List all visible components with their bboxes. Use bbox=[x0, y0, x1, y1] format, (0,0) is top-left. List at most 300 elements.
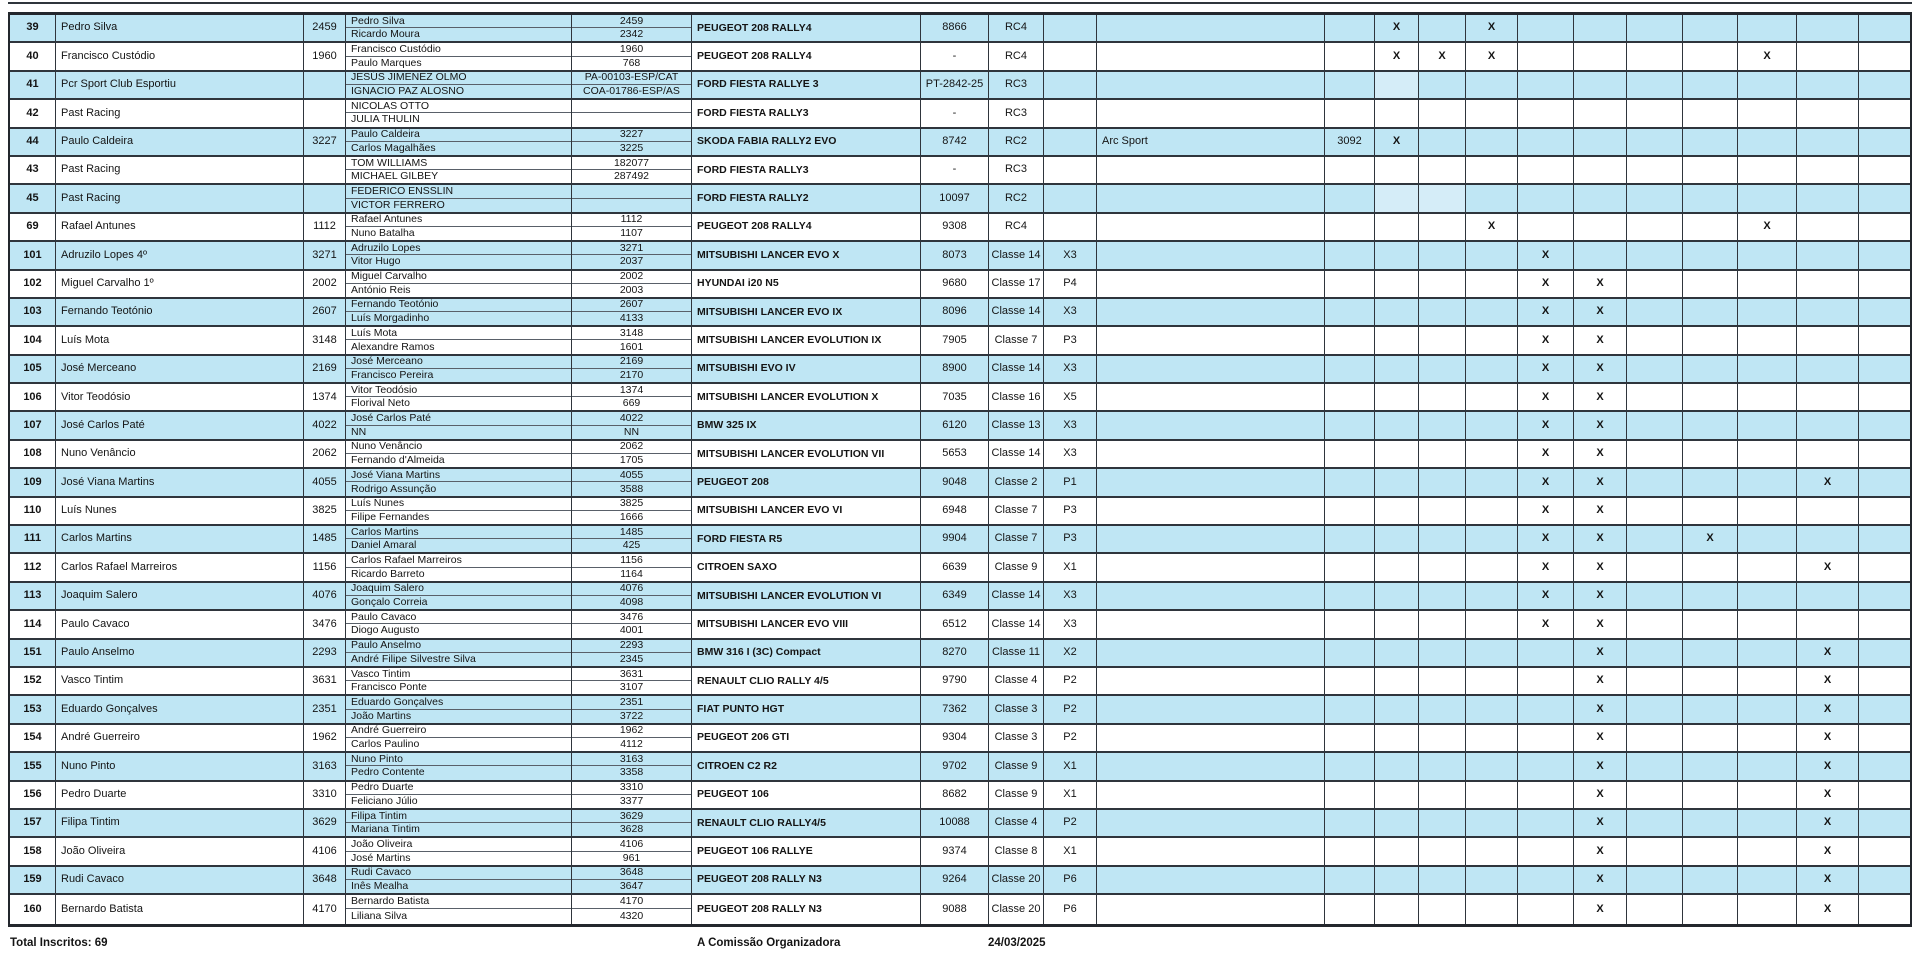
team-cell bbox=[1097, 412, 1325, 438]
x-mark-cell bbox=[1859, 867, 1914, 893]
x-mark-cell bbox=[1627, 583, 1683, 609]
x-mark-cell bbox=[1466, 356, 1518, 382]
entrant-license-cell: 3629 bbox=[304, 810, 346, 836]
entrant-cell: Rafael Antunes bbox=[56, 214, 304, 240]
x-mark-cell bbox=[1627, 895, 1683, 923]
driver-license: 3825 bbox=[572, 498, 691, 511]
driver-license: 3476 bbox=[572, 611, 691, 624]
class-cell: RC4 bbox=[989, 15, 1044, 41]
x-mark-cell bbox=[1466, 100, 1518, 126]
x-mark-cell: X bbox=[1738, 214, 1797, 240]
entry-number-cell: 109 bbox=[10, 469, 56, 495]
table-row bbox=[10, 185, 1910, 213]
x-mark-cell bbox=[1518, 838, 1574, 864]
x-mark-cell: X bbox=[1518, 554, 1574, 580]
codriver-name: Luís Morgadinho bbox=[351, 312, 430, 325]
entry-number-cell: 154 bbox=[10, 725, 56, 751]
x-mark-cell bbox=[1797, 299, 1859, 325]
crew-license-cell bbox=[572, 242, 692, 268]
team-license-cell bbox=[1325, 867, 1375, 893]
crew-license-cell bbox=[572, 583, 692, 609]
crew-license-cell bbox=[572, 469, 692, 495]
driver-name: Carlos Martins bbox=[346, 526, 571, 539]
group-cell: P3 bbox=[1044, 327, 1097, 353]
entrant-license-cell: 3825 bbox=[304, 498, 346, 524]
car-cell: FORD FIESTA RALLY2 bbox=[692, 185, 921, 211]
entrant-license-cell: 1112 bbox=[304, 214, 346, 240]
team-license-cell bbox=[1325, 810, 1375, 836]
x-mark-cell bbox=[1859, 43, 1914, 69]
x-mark-cell: X bbox=[1683, 526, 1738, 552]
group-cell: P6 bbox=[1044, 895, 1097, 923]
entrant-license-cell: 1374 bbox=[304, 384, 346, 410]
class-cell: Classe 14 bbox=[989, 299, 1044, 325]
driver-name: Luís Nunes bbox=[346, 498, 571, 511]
entry-number-cell: 104 bbox=[10, 327, 56, 353]
crew-license-cell bbox=[572, 157, 692, 183]
car-cell: MITSUBISHI LANCER EVOLUTION X bbox=[692, 384, 921, 410]
homologation-cell: 8866 bbox=[921, 15, 989, 41]
x-mark-cell bbox=[1574, 129, 1627, 155]
homologation-cell: 7362 bbox=[921, 696, 989, 722]
group-cell bbox=[1044, 15, 1097, 41]
entry-number-cell: 160 bbox=[10, 895, 56, 923]
codriver-name: Nuno Batalha bbox=[351, 227, 415, 239]
team-license-cell bbox=[1325, 185, 1375, 211]
entrant-cell: João Oliveira bbox=[56, 838, 304, 864]
x-mark-cell bbox=[1738, 838, 1797, 864]
driver-license: 3163 bbox=[572, 753, 691, 766]
x-mark-cell bbox=[1627, 640, 1683, 666]
codriver-name: Vitor Hugo bbox=[351, 255, 401, 268]
car-cell: SKODA FABIA RALLY2 EVO bbox=[692, 129, 921, 155]
crew-cell bbox=[346, 72, 572, 98]
x-mark-cell bbox=[1738, 15, 1797, 41]
driver-name: Rafael Antunes bbox=[346, 214, 571, 227]
entry-number-cell: 157 bbox=[10, 810, 56, 836]
team-cell bbox=[1097, 583, 1325, 609]
x-mark-cell bbox=[1627, 271, 1683, 297]
entry-number-cell: 43 bbox=[10, 157, 56, 183]
x-mark-cell bbox=[1738, 327, 1797, 353]
x-mark-cell bbox=[1859, 327, 1914, 353]
driver-name: Bernardo Batista bbox=[346, 895, 571, 909]
driver-license: 1960 bbox=[572, 43, 691, 56]
x-mark-cell bbox=[1859, 782, 1914, 808]
x-mark-cell: X bbox=[1797, 753, 1859, 779]
driver-license bbox=[572, 100, 691, 113]
x-mark-cell bbox=[1859, 299, 1914, 325]
team-cell bbox=[1097, 72, 1325, 98]
group-cell: P4 bbox=[1044, 271, 1097, 297]
driver-license: 4106 bbox=[572, 838, 691, 851]
crew-license-cell bbox=[572, 327, 692, 353]
crew-cell bbox=[346, 242, 572, 268]
x-mark-cell bbox=[1419, 100, 1466, 126]
crew-license-cell bbox=[572, 72, 692, 98]
x-mark-cell: X bbox=[1466, 15, 1518, 41]
car-cell: RENAULT CLIO RALLY 4/5 bbox=[692, 668, 921, 694]
class-cell: Classe 14 bbox=[989, 611, 1044, 637]
team-cell bbox=[1097, 668, 1325, 694]
driver-license: 4170 bbox=[572, 895, 691, 909]
driver-name: NICOLAS OTTO bbox=[346, 100, 571, 113]
car-cell: FORD FIESTA RALLYE 3 bbox=[692, 72, 921, 98]
x-mark-cell bbox=[1518, 753, 1574, 779]
x-mark-cell bbox=[1683, 469, 1738, 495]
codriver-name: António Reis bbox=[351, 283, 411, 296]
homologation-cell: 6639 bbox=[921, 554, 989, 580]
x-mark-cell bbox=[1738, 100, 1797, 126]
crew-license-cell bbox=[572, 412, 692, 438]
group-cell: X3 bbox=[1044, 356, 1097, 382]
x-mark-cell bbox=[1466, 412, 1518, 438]
entrant-cell: Pedro Duarte bbox=[56, 782, 304, 808]
entry-number-cell: 107 bbox=[10, 412, 56, 438]
x-mark-cell: X bbox=[1574, 469, 1627, 495]
x-mark-cell bbox=[1627, 412, 1683, 438]
x-mark-cell bbox=[1627, 356, 1683, 382]
driver-license: 3148 bbox=[572, 327, 691, 340]
x-mark-cell bbox=[1419, 242, 1466, 268]
x-mark-cell bbox=[1738, 696, 1797, 722]
crew-cell bbox=[346, 696, 572, 722]
codriver-license: 2003 bbox=[619, 283, 644, 296]
x-mark-cell bbox=[1683, 185, 1738, 211]
driver-license: 2002 bbox=[572, 271, 691, 284]
x-mark-cell bbox=[1627, 725, 1683, 751]
driver-license: 3271 bbox=[572, 242, 691, 255]
footer-date: 24/03/2025 bbox=[988, 937, 1046, 949]
x-mark-cell bbox=[1738, 583, 1797, 609]
x-mark-cell bbox=[1683, 157, 1738, 183]
x-mark-cell: X bbox=[1738, 43, 1797, 69]
team-cell bbox=[1097, 214, 1325, 240]
team-cell bbox=[1097, 157, 1325, 183]
x-mark-cell bbox=[1738, 157, 1797, 183]
x-mark-cell bbox=[1466, 271, 1518, 297]
entrant-license-cell: 1960 bbox=[304, 43, 346, 69]
crew-cell bbox=[346, 838, 572, 864]
team-cell bbox=[1097, 810, 1325, 836]
x-mark-cell bbox=[1627, 696, 1683, 722]
x-mark-cell bbox=[1859, 895, 1914, 923]
x-mark-cell: X bbox=[1574, 554, 1627, 580]
x-mark-cell bbox=[1375, 810, 1419, 836]
x-mark-cell bbox=[1466, 810, 1518, 836]
x-mark-cell bbox=[1518, 810, 1574, 836]
x-mark-cell bbox=[1859, 611, 1914, 637]
class-cell: Classe 2 bbox=[989, 469, 1044, 495]
x-mark-cell bbox=[1518, 640, 1574, 666]
class-cell: RC3 bbox=[989, 157, 1044, 183]
crew-license-cell bbox=[572, 271, 692, 297]
x-mark-cell: X bbox=[1797, 696, 1859, 722]
car-cell: PEUGEOT 206 GTI bbox=[692, 725, 921, 751]
x-mark-cell bbox=[1574, 214, 1627, 240]
crew-cell bbox=[346, 441, 572, 467]
x-mark-cell bbox=[1419, 640, 1466, 666]
car-cell: HYUNDAI i20 N5 bbox=[692, 271, 921, 297]
x-mark-cell: X bbox=[1518, 498, 1574, 524]
x-mark-cell bbox=[1859, 441, 1914, 467]
car-cell: PEUGEOT 106 bbox=[692, 782, 921, 808]
entrant-license-cell bbox=[304, 185, 346, 211]
x-mark-cell bbox=[1419, 498, 1466, 524]
team-license-cell bbox=[1325, 782, 1375, 808]
x-mark-cell bbox=[1627, 469, 1683, 495]
car-cell: FORD FIESTA R5 bbox=[692, 526, 921, 552]
driver-license: 2607 bbox=[572, 299, 691, 312]
x-mark-cell bbox=[1859, 696, 1914, 722]
codriver-name: André Filipe Silvestre Silva bbox=[351, 652, 476, 665]
group-cell: X1 bbox=[1044, 838, 1097, 864]
x-mark-cell bbox=[1518, 72, 1574, 98]
group-cell: P2 bbox=[1044, 696, 1097, 722]
x-mark-cell bbox=[1419, 583, 1466, 609]
table-row bbox=[10, 299, 1910, 327]
x-mark-cell bbox=[1518, 867, 1574, 893]
driver-license: 2459 bbox=[572, 15, 691, 28]
x-mark-cell bbox=[1797, 611, 1859, 637]
homologation-cell: 10088 bbox=[921, 810, 989, 836]
x-mark-cell bbox=[1419, 782, 1466, 808]
driver-name: André Guerreiro bbox=[346, 725, 571, 738]
driver-name: Vasco Tintim bbox=[346, 668, 571, 681]
car-cell: PEUGEOT 208 RALLY N3 bbox=[692, 895, 921, 923]
x-mark-cell bbox=[1683, 668, 1738, 694]
codriver-license: 4133 bbox=[619, 312, 644, 325]
driver-name: Nuno Venâncio bbox=[346, 441, 571, 454]
crew-license-cell bbox=[572, 43, 692, 69]
x-mark-cell bbox=[1683, 554, 1738, 580]
codriver-name: VICTOR FERRERO bbox=[351, 198, 445, 211]
group-cell: P2 bbox=[1044, 668, 1097, 694]
x-mark-cell bbox=[1466, 299, 1518, 325]
x-mark-cell: X bbox=[1574, 838, 1627, 864]
car-cell: PEUGEOT 208 RALLY4 bbox=[692, 43, 921, 69]
x-mark-cell: X bbox=[1797, 725, 1859, 751]
x-mark-cell bbox=[1627, 867, 1683, 893]
car-cell: CITROEN SAXO bbox=[692, 554, 921, 580]
crew-license-cell bbox=[572, 554, 692, 580]
x-mark-cell bbox=[1859, 129, 1914, 155]
x-mark-cell bbox=[1375, 157, 1419, 183]
class-cell: Classe 4 bbox=[989, 810, 1044, 836]
group-cell: X3 bbox=[1044, 412, 1097, 438]
table-row bbox=[10, 43, 1910, 71]
team-cell bbox=[1097, 554, 1325, 580]
driver-name: TOM WILLIAMS bbox=[346, 157, 571, 170]
driver-license: 2169 bbox=[572, 356, 691, 369]
crew-cell bbox=[346, 356, 572, 382]
team-license-cell bbox=[1325, 384, 1375, 410]
x-mark-cell bbox=[1518, 668, 1574, 694]
crew-cell bbox=[346, 100, 572, 126]
codriver-license bbox=[572, 113, 691, 126]
team-cell bbox=[1097, 753, 1325, 779]
entry-number-cell: 103 bbox=[10, 299, 56, 325]
class-cell: Classe 9 bbox=[989, 554, 1044, 580]
x-mark-cell: X bbox=[1518, 469, 1574, 495]
driver-license: 1374 bbox=[572, 384, 691, 397]
team-cell bbox=[1097, 15, 1325, 41]
x-mark-cell bbox=[1859, 214, 1914, 240]
homologation-cell: 8096 bbox=[921, 299, 989, 325]
x-mark-cell: X bbox=[1574, 583, 1627, 609]
class-cell: Classe 16 bbox=[989, 384, 1044, 410]
crew-cell bbox=[346, 412, 572, 438]
entry-number-cell: 39 bbox=[10, 15, 56, 41]
car-cell: FIAT PUNTO HGT bbox=[692, 696, 921, 722]
x-mark-cell: X bbox=[1574, 327, 1627, 353]
codriver-name: Pedro Contente bbox=[351, 766, 425, 779]
x-mark-cell bbox=[1419, 72, 1466, 98]
homologation-cell: 9702 bbox=[921, 753, 989, 779]
codriver-name: Inês Mealha bbox=[351, 879, 409, 892]
codriver-license: 2345 bbox=[619, 652, 644, 665]
entrant-cell: José Merceano bbox=[56, 356, 304, 382]
table-row bbox=[10, 100, 1910, 128]
car-cell: BMW 325 IX bbox=[692, 412, 921, 438]
team-license-cell bbox=[1325, 43, 1375, 69]
class-cell: RC2 bbox=[989, 185, 1044, 211]
x-mark-cell bbox=[1738, 412, 1797, 438]
team-cell bbox=[1097, 469, 1325, 495]
class-cell: RC2 bbox=[989, 129, 1044, 155]
x-mark-cell bbox=[1797, 271, 1859, 297]
crew-cell bbox=[346, 753, 572, 779]
x-mark-cell bbox=[1466, 242, 1518, 268]
crew-cell bbox=[346, 327, 572, 353]
crew-cell bbox=[346, 214, 572, 240]
car-cell: PEUGEOT 208 RALLY N3 bbox=[692, 867, 921, 893]
x-mark-cell bbox=[1797, 327, 1859, 353]
team-license-cell bbox=[1325, 640, 1375, 666]
x-mark-cell: X bbox=[1518, 356, 1574, 382]
crew-cell bbox=[346, 157, 572, 183]
x-mark-cell bbox=[1797, 72, 1859, 98]
table-row bbox=[10, 526, 1910, 554]
car-cell: MITSUBISHI LANCER EVOLUTION IX bbox=[692, 327, 921, 353]
team-license-cell bbox=[1325, 412, 1375, 438]
x-mark-cell bbox=[1797, 157, 1859, 183]
x-mark-cell bbox=[1859, 72, 1914, 98]
driver-name: Joaquim Salero bbox=[346, 583, 571, 596]
x-mark-cell bbox=[1738, 356, 1797, 382]
driver-name: Eduardo Gonçalves bbox=[346, 696, 571, 709]
car-cell: FORD FIESTA RALLY3 bbox=[692, 100, 921, 126]
entrant-cell: Past Racing bbox=[56, 100, 304, 126]
x-mark-cell bbox=[1375, 725, 1419, 751]
codriver-name: IGNACIO PAZ ALOSNO bbox=[351, 85, 464, 98]
x-mark-cell bbox=[1574, 43, 1627, 69]
x-mark-cell bbox=[1683, 15, 1738, 41]
group-cell: X3 bbox=[1044, 583, 1097, 609]
x-mark-cell bbox=[1683, 242, 1738, 268]
x-mark-cell: X bbox=[1574, 668, 1627, 694]
x-mark-cell bbox=[1797, 498, 1859, 524]
entrant-cell: Paulo Anselmo bbox=[56, 640, 304, 666]
x-mark-cell bbox=[1375, 441, 1419, 467]
page-top-rule bbox=[8, 2, 1912, 4]
group-cell bbox=[1044, 129, 1097, 155]
x-mark-cell bbox=[1738, 185, 1797, 211]
x-mark-cell bbox=[1518, 895, 1574, 923]
crew-cell bbox=[346, 554, 572, 580]
car-cell: PEUGEOT 106 RALLYE bbox=[692, 838, 921, 864]
car-cell: PEUGEOT 208 RALLY4 bbox=[692, 15, 921, 41]
x-mark-cell bbox=[1627, 327, 1683, 353]
crew-cell bbox=[346, 129, 572, 155]
x-mark-cell: X bbox=[1574, 640, 1627, 666]
driver-license: 1485 bbox=[572, 526, 691, 539]
team-license-cell bbox=[1325, 554, 1375, 580]
codriver-name: Ricardo Barreto bbox=[351, 567, 425, 580]
driver-name: Paulo Caldeira bbox=[346, 129, 571, 142]
team-license-cell bbox=[1325, 469, 1375, 495]
codriver-license: 2342 bbox=[619, 28, 644, 41]
table-row bbox=[10, 15, 1910, 43]
crew-cell bbox=[346, 469, 572, 495]
x-mark-cell bbox=[1683, 100, 1738, 126]
x-mark-cell bbox=[1683, 810, 1738, 836]
x-mark-cell bbox=[1859, 242, 1914, 268]
x-mark-cell: X bbox=[1574, 867, 1627, 893]
codriver-license: NN bbox=[623, 425, 640, 438]
x-mark-cell bbox=[1518, 185, 1574, 211]
team-cell bbox=[1097, 441, 1325, 467]
x-mark-cell bbox=[1627, 299, 1683, 325]
x-mark-cell bbox=[1627, 157, 1683, 183]
x-mark-cell bbox=[1627, 214, 1683, 240]
team-cell bbox=[1097, 867, 1325, 893]
x-mark-cell: X bbox=[1797, 668, 1859, 694]
entrant-cell: Eduardo Gonçalves bbox=[56, 696, 304, 722]
driver-name: Luís Mota bbox=[346, 327, 571, 340]
x-mark-cell bbox=[1375, 753, 1419, 779]
team-cell bbox=[1097, 384, 1325, 410]
crew-license-cell bbox=[572, 299, 692, 325]
x-mark-cell bbox=[1574, 185, 1627, 211]
homologation-cell: 9904 bbox=[921, 526, 989, 552]
table-row bbox=[10, 782, 1910, 810]
x-mark-cell bbox=[1627, 526, 1683, 552]
x-mark-cell bbox=[1375, 356, 1419, 382]
codriver-name: Carlos Magalhães bbox=[351, 141, 436, 154]
x-mark-cell bbox=[1375, 100, 1419, 126]
class-cell: Classe 20 bbox=[989, 895, 1044, 923]
table-row bbox=[10, 498, 1910, 526]
footer-organizing-committee: A Comissão Organizadora bbox=[697, 937, 841, 949]
class-cell: RC3 bbox=[989, 72, 1044, 98]
driver-license: 182077 bbox=[572, 157, 691, 170]
x-mark-cell bbox=[1738, 867, 1797, 893]
x-mark-cell: X bbox=[1797, 838, 1859, 864]
entry-number-cell: 45 bbox=[10, 185, 56, 211]
x-mark-cell bbox=[1419, 668, 1466, 694]
homologation-cell: 9308 bbox=[921, 214, 989, 240]
team-license-cell bbox=[1325, 242, 1375, 268]
x-mark-cell bbox=[1466, 867, 1518, 893]
x-mark-cell bbox=[1375, 72, 1419, 98]
homologation-cell: 9374 bbox=[921, 838, 989, 864]
x-mark-cell: X bbox=[1574, 696, 1627, 722]
entrant-license-cell: 3631 bbox=[304, 668, 346, 694]
x-mark-cell bbox=[1627, 838, 1683, 864]
crew-cell bbox=[346, 810, 572, 836]
table-row bbox=[10, 611, 1910, 639]
